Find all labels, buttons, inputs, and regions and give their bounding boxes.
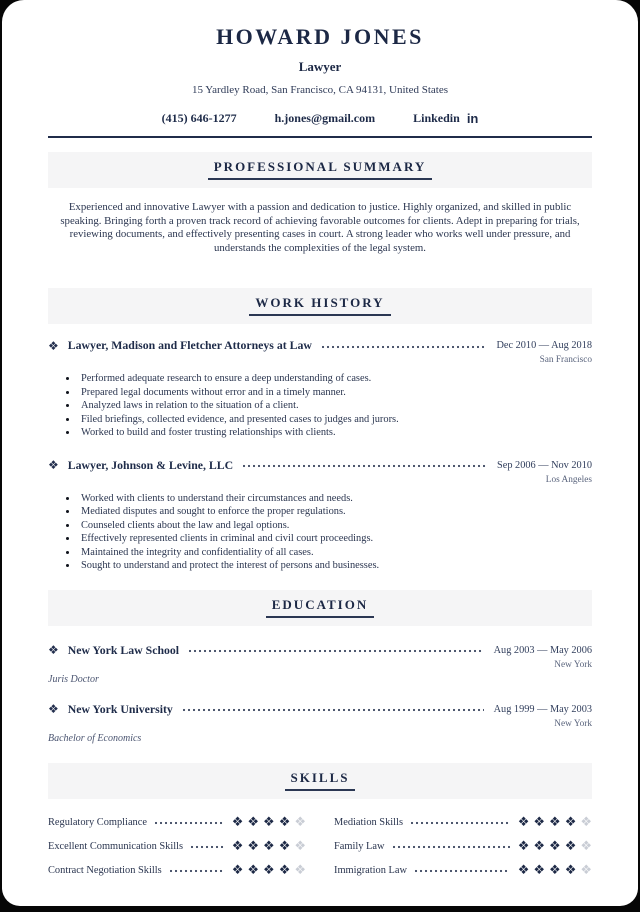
entry-marker-icon: ❖: [48, 458, 59, 473]
education-entry: [48, 643, 592, 685]
rating-diamond-filled-icon: ❖: [564, 862, 577, 878]
job-bullet: • Worked with clients to understand their circumstances and needs.: [78, 492, 592, 506]
work-entry: [48, 338, 592, 440]
job-title: Lawyer, Madison and Fletcher Attorneys at Law: [67, 338, 312, 353]
job-bullet: • Worked to build and foster trusting relationships with clients.: [78, 426, 592, 440]
rating-diamond-filled-icon: ❖: [247, 862, 260, 878]
skill-row: [334, 839, 592, 854]
dotted-leader: [393, 845, 510, 849]
skill-row: [48, 863, 306, 878]
dotted-leader: [415, 869, 510, 873]
skill-rating: [232, 840, 306, 853]
dotted-leader: [411, 821, 510, 825]
skill-row: [334, 863, 592, 878]
resume-page: [2, 0, 638, 906]
rating-diamond-filled-icon: ❖: [263, 862, 275, 878]
job-dates: Dec 2010 — Aug 2018: [496, 340, 592, 352]
skill-rating: [518, 816, 592, 829]
rating-diamond-empty-icon: ❖: [294, 838, 306, 854]
rating-diamond-filled-icon: ❖: [549, 814, 561, 830]
education-heading: EDUCATION: [266, 597, 375, 618]
school-dates: Aug 1999 — May 2003: [493, 703, 592, 715]
job-bullet-list: [78, 492, 592, 573]
job-location: San Francisco: [539, 355, 592, 366]
rating-diamond-filled-icon: ❖: [517, 838, 530, 854]
linkedin-label: Linkedin: [413, 111, 460, 125]
school-name: New York Law School: [67, 642, 180, 657]
summary-heading: PROFESSIONAL SUMMARY: [208, 159, 433, 180]
school-location: New York: [554, 718, 592, 729]
dotted-leader: [183, 708, 484, 712]
education-entry: [48, 702, 592, 744]
rating-diamond-filled-icon: ❖: [263, 838, 275, 854]
resume-header: [48, 24, 592, 138]
rating-diamond-filled-icon: ❖: [564, 814, 577, 830]
rating-diamond-filled-icon: ❖: [263, 814, 275, 830]
dotted-leader: [191, 845, 224, 849]
rating-diamond-filled-icon: ❖: [549, 838, 561, 854]
rating-diamond-filled-icon: ❖: [533, 838, 546, 854]
skill-row: [48, 839, 306, 854]
rating-diamond-filled-icon: ❖: [231, 838, 244, 854]
section-band-skills: [48, 763, 592, 799]
rating-diamond-empty-icon: ❖: [294, 814, 306, 830]
dotted-leader: [189, 649, 484, 653]
education-entry-header: [48, 702, 592, 717]
skill-rating: [518, 840, 592, 853]
section-band-education: [48, 590, 592, 626]
rating-diamond-filled-icon: ❖: [247, 838, 260, 854]
job-bullet: • Filed briefings, collected evidence, and presented cases to judges and jurors.: [78, 413, 592, 427]
job-title: Lawyer, Johnson & Levine, LLC: [67, 457, 234, 472]
rating-diamond-empty-icon: ❖: [580, 814, 592, 830]
skill-label: Immigration Law: [334, 864, 408, 876]
section-band-summary: [48, 152, 592, 188]
job-bullet: • Mediated disputes and sought to enforce the proper regulations.: [78, 505, 592, 519]
rating-diamond-empty-icon: ❖: [294, 862, 306, 878]
rating-diamond-filled-icon: ❖: [231, 814, 244, 830]
job-bullet-list: [78, 372, 592, 440]
work-entry-header: [48, 338, 592, 353]
rating-diamond-empty-icon: ❖: [580, 862, 592, 878]
skill-label: Excellent Communication Skills: [48, 840, 184, 852]
school-dates: Aug 2003 — May 2006: [493, 644, 592, 656]
job-bullet: • Maintained the integrity and confidentiality of all cases.: [78, 546, 592, 560]
skills-grid: [48, 815, 592, 878]
dotted-leader: [243, 464, 487, 468]
rating-diamond-filled-icon: ❖: [549, 862, 561, 878]
rating-diamond-filled-icon: ❖: [278, 862, 291, 878]
rating-diamond-filled-icon: ❖: [564, 838, 577, 854]
job-bullet: • Prepared legal documents without error and in a timely manner.: [78, 386, 592, 400]
skill-label: Family Law: [334, 840, 385, 852]
rating-diamond-empty-icon: ❖: [580, 838, 592, 854]
education-entry-header: [48, 643, 592, 658]
dotted-leader: [170, 869, 224, 873]
entry-marker-icon: ❖: [48, 643, 59, 658]
linkedin-icon: in: [466, 111, 479, 126]
job-bullet: • Effectively represented clients in criminal and civil court proceedings.: [78, 532, 592, 546]
job-bullet: • Analyzed laws in relation to the situation of a client.: [78, 399, 592, 413]
skill-label: Mediation Skills: [334, 816, 403, 828]
dotted-leader: [155, 821, 224, 825]
skill-label: Contract Negotiation Skills: [48, 864, 162, 876]
rating-diamond-filled-icon: ❖: [278, 838, 291, 854]
rating-diamond-filled-icon: ❖: [517, 862, 530, 878]
degree: Bachelor of Economics: [48, 732, 142, 744]
school-name: New York University: [67, 701, 173, 716]
rating-diamond-filled-icon: ❖: [247, 814, 260, 830]
work-entry: [48, 458, 592, 573]
skill-label: Regulatory Compliance: [48, 816, 147, 828]
candidate-title: Lawyer: [298, 59, 342, 74]
rating-diamond-filled-icon: ❖: [231, 862, 244, 878]
skills-heading: SKILLS: [285, 770, 356, 791]
rating-diamond-filled-icon: ❖: [533, 814, 546, 830]
skill-rating: [232, 816, 306, 829]
entry-marker-icon: ❖: [48, 702, 59, 717]
email-link[interactable]: h.jones@gmail.com: [274, 111, 376, 125]
skill-row: [48, 815, 306, 830]
job-bullet: • Counseled clients about the law and legal options.: [78, 519, 592, 533]
phone-number: (415) 646-1277: [161, 111, 237, 125]
work-heading: WORK HISTORY: [249, 295, 390, 316]
linkedin-link[interactable]: [413, 111, 478, 126]
skill-rating: [518, 864, 592, 877]
skill-row: [334, 815, 592, 830]
rating-diamond-filled-icon: ❖: [533, 862, 546, 878]
school-location: New York: [554, 659, 592, 670]
job-bullet: • Performed adequate research to ensure a deep understanding of cases.: [78, 372, 592, 386]
entry-marker-icon: ❖: [48, 338, 59, 353]
section-band-work: [48, 288, 592, 324]
summary-text: Experienced and innovative Lawyer with a passion and dedication to justice. Highly organized, and skilled in public speaking. Bringing forth a proven track record of achieving favorable outcomes for clients. Adept in preparing for trials, reviewing documents, and effectively presenting cases in court. A strong leader who works well under pressure, and understands the complexities of the legal system.: [60, 201, 580, 254]
dotted-leader: [322, 345, 487, 349]
job-location: Los Angeles: [545, 474, 592, 485]
skill-rating: [232, 864, 306, 877]
job-dates: Sep 2006 — Nov 2010: [497, 459, 592, 471]
candidate-name: HOWARD JONES: [216, 24, 424, 49]
header-divider: [48, 136, 592, 138]
rating-diamond-filled-icon: ❖: [517, 814, 530, 830]
candidate-address: 15 Yardley Road, San Francisco, CA 94131, United States: [191, 84, 449, 96]
degree: Juris Doctor: [48, 673, 99, 685]
contact-row: [48, 111, 592, 126]
job-bullet: • Sought to understand and protect the interest of persons and businesses.: [78, 559, 592, 573]
work-entry-header: [48, 458, 592, 473]
rating-diamond-filled-icon: ❖: [278, 814, 291, 830]
